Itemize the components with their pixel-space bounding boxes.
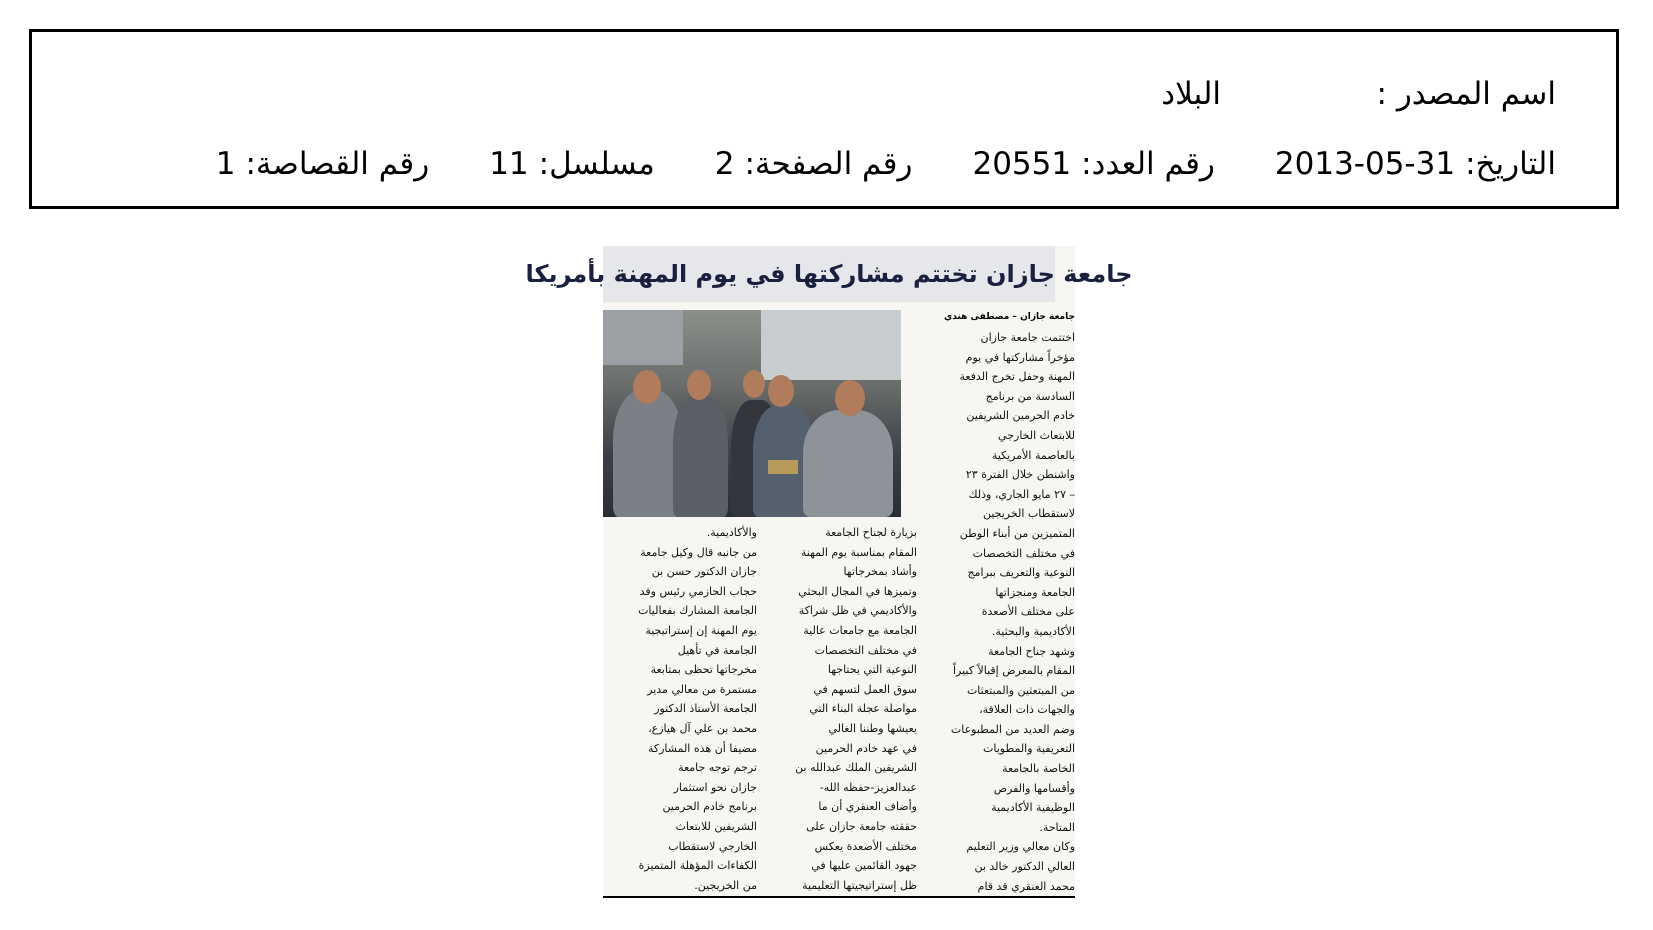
- issue-label: رقم العدد:: [1081, 146, 1215, 182]
- article-text-line: وشهد جناح الجامعة: [988, 644, 1075, 658]
- article-text-line: السادسة من برنامج: [985, 389, 1075, 403]
- article-text-line: مستمرة من معالي مدير: [647, 682, 757, 696]
- article-text-line: مخرجاتها تحظى بمتابعة: [650, 663, 757, 677]
- serial-label: مسلسل:: [538, 146, 655, 182]
- article-text-line: النوعية والتعريف ببرامج: [967, 566, 1075, 580]
- article-text-line: المقام بالمعرض إقبالاً كبيراً: [952, 664, 1075, 678]
- person-figure: [673, 395, 728, 517]
- article-text-line: المقام بمناسبة يوم المهنة: [800, 545, 917, 559]
- article-text-line: وأقسامها والفرص: [993, 781, 1075, 795]
- article-text-line: والأكاديمية.: [706, 526, 757, 539]
- article-text-line: المهنة وحفل تخرج الدفعة: [959, 370, 1075, 384]
- article-text-line: من الخريجين.: [694, 878, 757, 892]
- article-text-line: العالي الدكتور خالد بن: [974, 860, 1075, 874]
- article-text-line: المتميزين من أبناء الوطن: [959, 526, 1075, 540]
- article-text-line: المتاحة.: [1039, 820, 1075, 834]
- article-photo: [603, 310, 901, 517]
- article-text-line: الجامعة الأستاذ الدكتور: [654, 702, 757, 716]
- booth-backdrop-left: [603, 310, 683, 365]
- person-head: [835, 380, 865, 416]
- article-text-line: الجامعة المشارك بفعاليات: [638, 604, 757, 618]
- booth-backdrop: [761, 310, 901, 380]
- article-text-line: وأشاد بمخرجاتها: [843, 565, 917, 579]
- clip-label: رقم القصاصة:: [245, 146, 430, 182]
- article-text-line: جازان الدكتور حسن بن: [651, 565, 757, 579]
- article-text-line: يوم المهنة إن إستراتيجية: [645, 623, 757, 637]
- person-head: [633, 370, 661, 404]
- article-text-line: واشنطن خلال الفترة ٢٣: [965, 468, 1075, 482]
- article-text-line: في مختلف التخصصات: [972, 546, 1075, 560]
- article-text-line: من المبتعثين والمبتعثات: [966, 683, 1075, 697]
- article-text-line: ترجم توجه جامعة: [678, 761, 757, 775]
- issue-field: [972, 144, 1214, 184]
- article-text-line: الخارجي لاستقطاب: [668, 839, 757, 853]
- serial-value: 11: [489, 146, 529, 182]
- article-text-line: لاستقطاب الخريجين: [982, 507, 1075, 521]
- newspaper-clipping: [525, 246, 1133, 898]
- article-text-line: حققته جامعة جازان على: [806, 819, 917, 833]
- article-text-line: التعريفية والمطويات: [983, 742, 1075, 756]
- article-text-line: جازان نحو استثمار: [673, 780, 757, 794]
- article-text-line: للابتعاث الخارجي: [998, 428, 1075, 442]
- article-text-line: خادم الحرمين الشريفين: [966, 409, 1075, 423]
- column-left: [617, 523, 757, 895]
- page-field: [715, 144, 913, 184]
- date-value: 2013-05-31: [1274, 146, 1456, 182]
- article-text-line: ظل إستراتيجيتها التعليمية: [802, 878, 917, 892]
- article-text-line: مختلف الأصعدة يعكس: [814, 839, 917, 853]
- headline-bar: [525, 246, 1133, 302]
- clip-value: 1: [215, 146, 236, 182]
- article-text-line: والجهات ذات العلاقة،: [979, 703, 1075, 717]
- article-headline: جامعة جازان تختتم مشاركتها في يوم المهنة بأمريكا: [525, 260, 1133, 288]
- article-text-line: في مختلف التخصصات: [814, 643, 917, 657]
- article-text-line: الجامعة مع جامعات عالية: [803, 623, 917, 637]
- source-label: اسم المصدر :: [1376, 76, 1556, 112]
- article-text-line: حجاب الحازمي رئيس وفد: [639, 584, 757, 598]
- column-right: [927, 328, 1075, 896]
- person-figure: [803, 410, 893, 517]
- article-text-line: بزيارة لجناح الجامعة: [825, 526, 917, 539]
- article-text-line: مضيفا أن هذه المشاركة: [647, 741, 757, 755]
- date-label: التاريخ:: [1465, 146, 1556, 182]
- article-text-line: مؤخراً مشاركتها في يوم: [965, 350, 1075, 364]
- article-text-line: محمد بن علي آل هيازع،: [648, 721, 757, 735]
- page-label: رقم الصفحة:: [744, 146, 913, 182]
- article-text-line: الأكاديمية والبحثية.: [991, 624, 1075, 638]
- article-text-line: والأكاديمي في ظل شراكة: [798, 604, 917, 618]
- article-text-line: وأضاف العنقري أن ما: [818, 800, 917, 814]
- article-text-line: بالعاصمة الأمريكية: [991, 448, 1075, 462]
- article-text-line: جهود القائمين عليها في: [811, 859, 917, 873]
- clip-field: [216, 144, 429, 184]
- clipping-info-box: [29, 29, 1619, 209]
- article-text-line: وتميزها في المجال البحثي: [798, 584, 917, 598]
- article-text-line: اختتمت جامعة جازان: [980, 331, 1075, 344]
- issue-value: 20551: [972, 146, 1072, 182]
- page-value: 2: [714, 146, 735, 182]
- article-text-line: الخاصة بالجامعة: [1002, 762, 1075, 776]
- article-text-line: محمد العنقري قد قام: [977, 879, 1075, 893]
- article-byline: جامعة جازان – مصطفى هندي: [944, 312, 1075, 322]
- trophy: [768, 460, 798, 474]
- article-text-line: في عهد خادم الحرمين: [815, 741, 917, 755]
- article-text-line: الشريفين الملك عبدالله بن: [795, 761, 917, 775]
- person-head: [743, 370, 765, 398]
- article-text-line: من جانبه قال وكيل جامعة: [640, 545, 757, 559]
- article-text-line: عبدالعزيز-حفظه الله-: [819, 780, 917, 794]
- article-text-line: الجامعة في تأهيل: [677, 643, 757, 657]
- source-value: البلاد: [1161, 76, 1221, 112]
- article-text-line: يعيشها وطننا الغالي: [828, 721, 917, 735]
- article-text-line: النوعية التي يحتاجها: [827, 663, 917, 677]
- person-head: [687, 370, 711, 400]
- serial-field: [489, 144, 655, 184]
- article-text-line: الجامعة ومنجزاتها: [995, 585, 1075, 599]
- article-text-line: وكان معالي وزير التعليم: [966, 840, 1075, 854]
- article-text-line: – ٢٧ مايو الجاري، وذلك: [968, 487, 1075, 501]
- article-text-line: على مختلف الأصعدة: [981, 605, 1075, 619]
- person-head: [768, 375, 794, 407]
- date-field: [1275, 144, 1556, 184]
- column-middle: [777, 523, 917, 895]
- article-text-line: الشريفين للابتعاث: [675, 819, 757, 833]
- bottom-rule: [603, 896, 1075, 898]
- article-text-line: الكفاءات المؤهلة المتميزة: [638, 859, 757, 873]
- article-text-line: مواصلة عجلة البناء التي: [809, 702, 917, 716]
- article-text-line: سوق العمل لتسهم في: [813, 682, 917, 696]
- article-text-line: وضم العديد من المطبوعات: [950, 722, 1075, 736]
- article-text-line: برنامج خادم الحرمين: [662, 800, 757, 814]
- article-text-line: الوظيفية الأكاديمية: [991, 801, 1075, 815]
- metadata-row: [156, 144, 1556, 184]
